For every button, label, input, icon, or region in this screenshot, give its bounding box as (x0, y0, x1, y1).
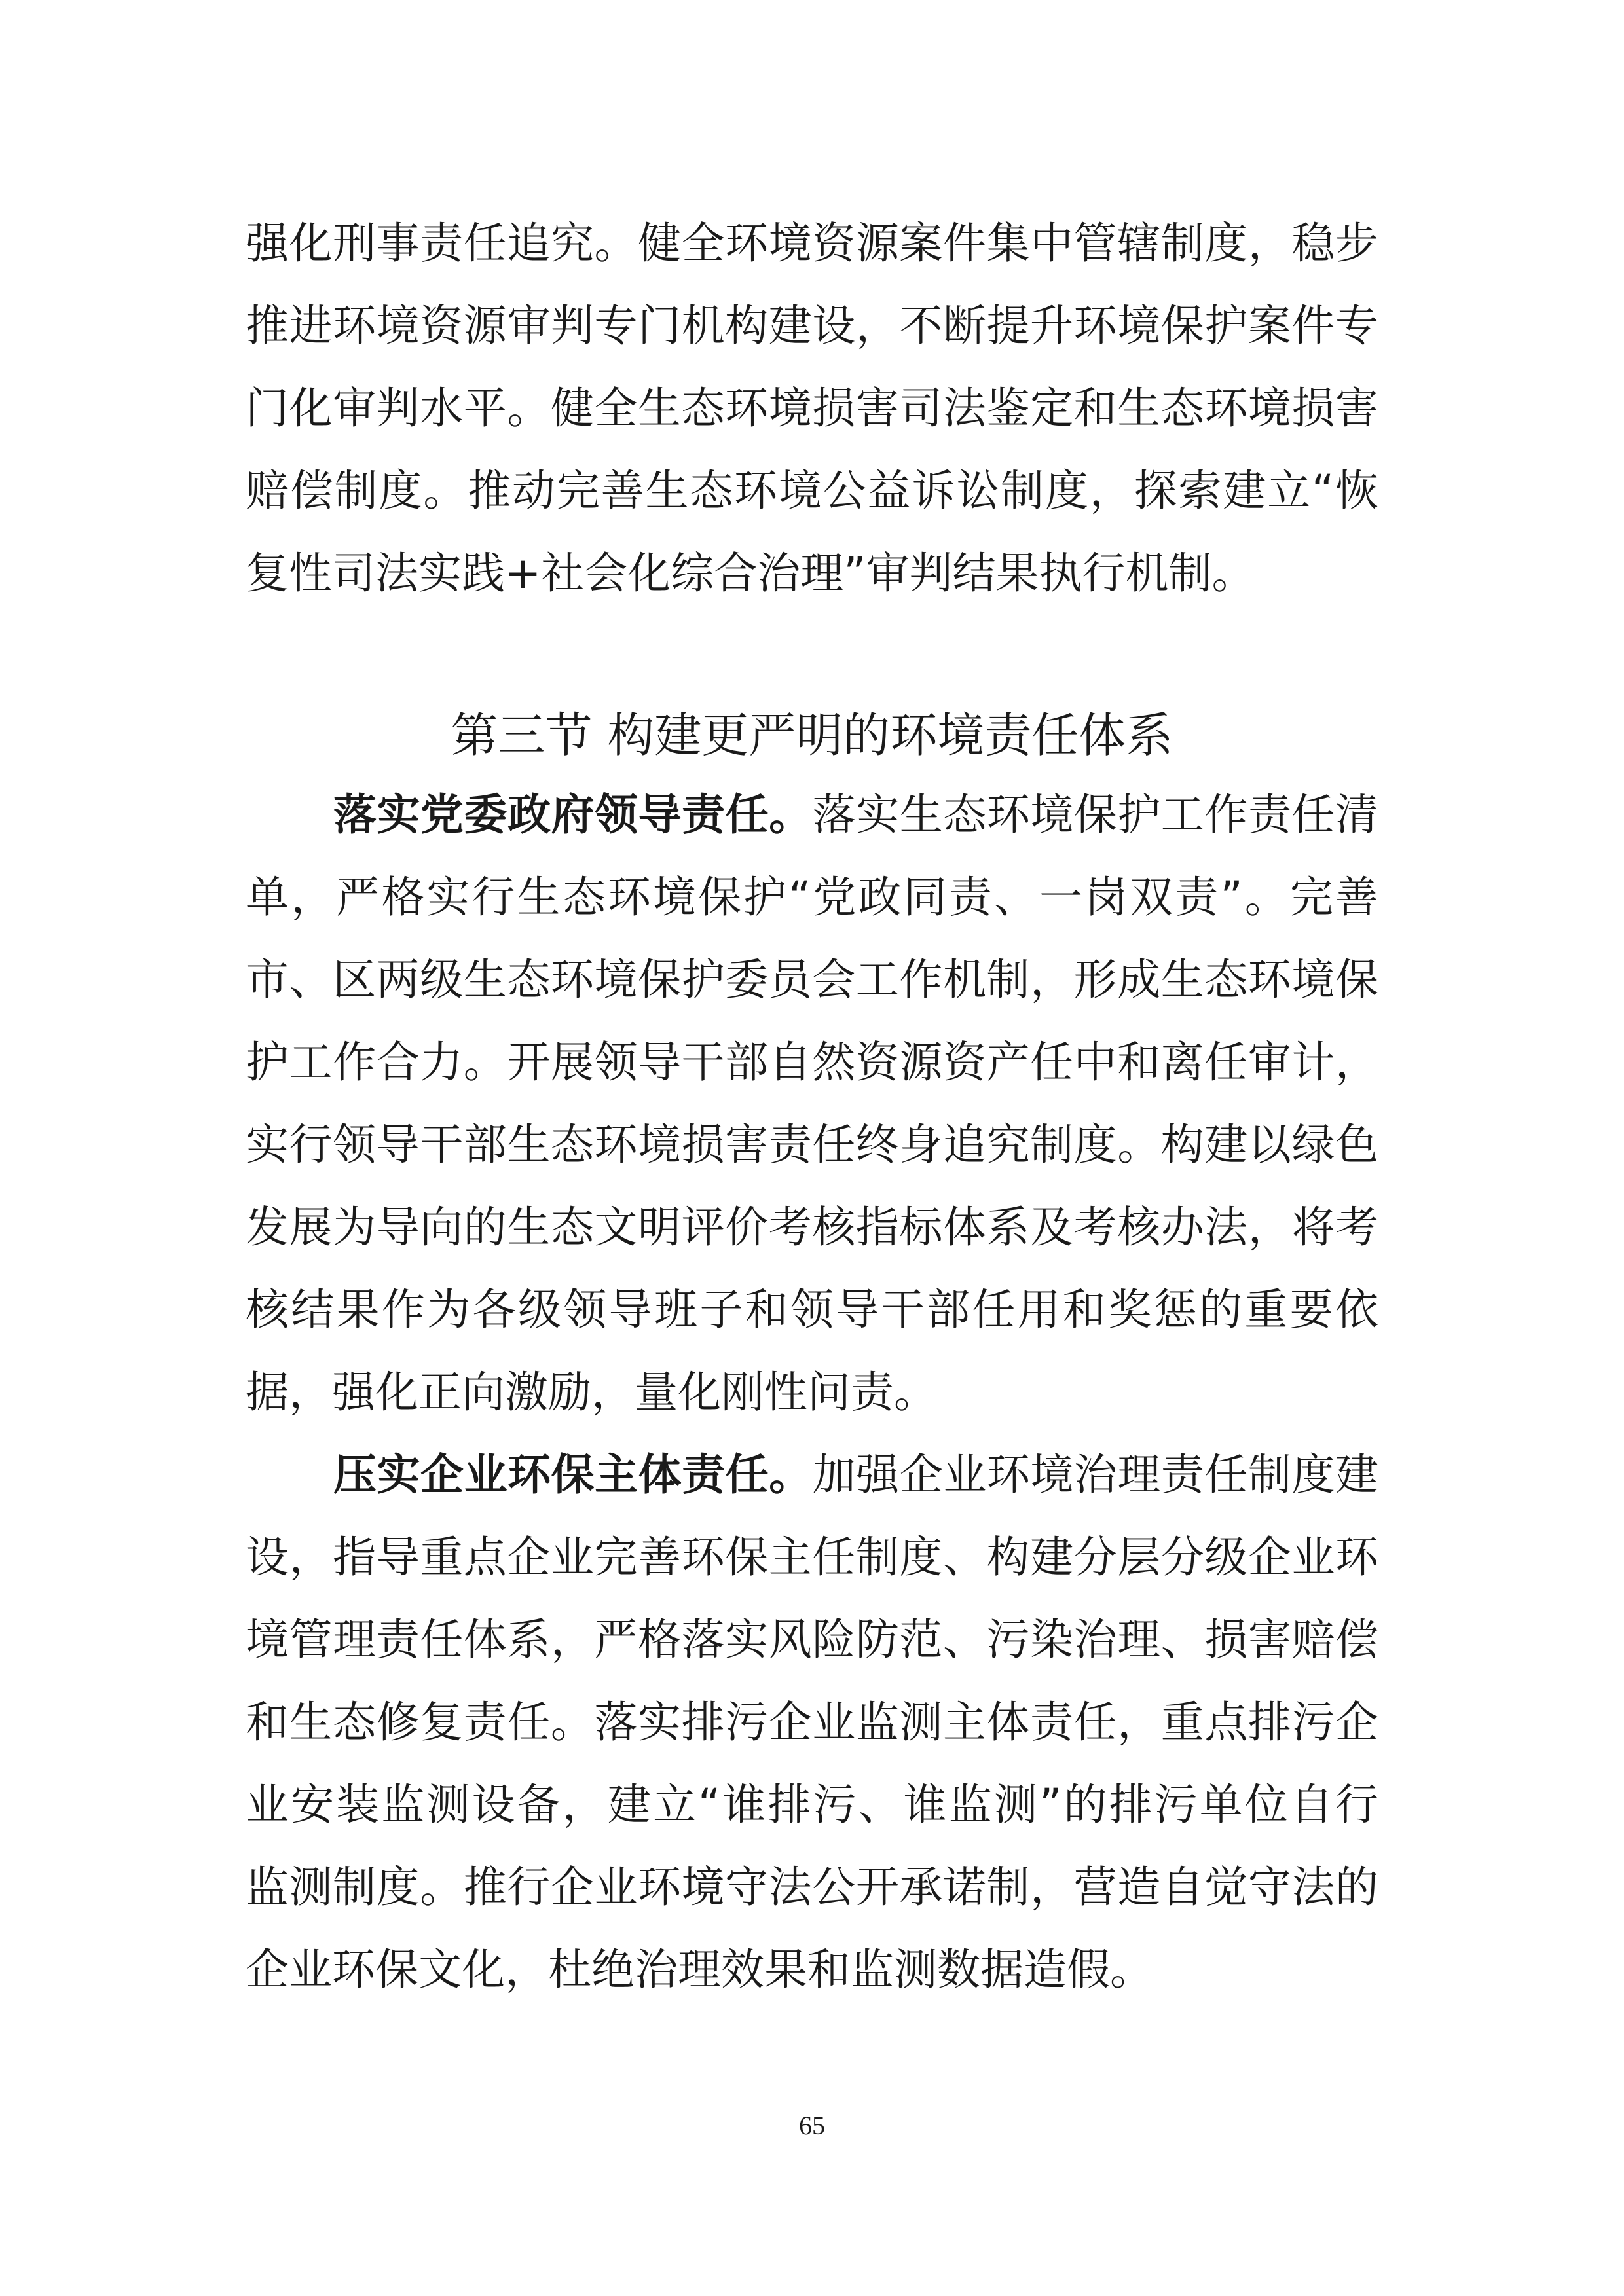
text-line: 强化刑事责任追究。健全环境资源案件集中管辖制度，稳步 (246, 218, 1378, 268)
text-line (333, 786, 1378, 845)
paragraph-lead: 落实党委政府领导责任。 (333, 790, 813, 840)
text-line: 赔偿制度。推动完善生态环境公益诉讼制度，探索建立“恢 (246, 465, 1378, 516)
section-heading: 第三节 构建更严明的环境责任体系 (451, 708, 1173, 763)
line-text: 加强企业环境治理责任制度建 (812, 1449, 1378, 1500)
text-line: 发展为导向的生态文明评价考核指标体系及考核办法，将考 (246, 1202, 1378, 1252)
text-line: 设，指导重点企业完善环保主任制度、构建分层分级企业环 (246, 1532, 1378, 1582)
text-line: 市、区两级生态环境保护委员会工作机制，形成生态环境保 (246, 955, 1378, 1005)
line-text: 落实生态环境保护工作责任清 (812, 790, 1378, 840)
text-line: 实行领导干部生态环境损害责任终身追究制度。构建以绿色 (246, 1120, 1378, 1170)
paragraph-lead: 压实企业环保主体责任。 (333, 1449, 813, 1500)
page-number: 65 (799, 2111, 825, 2140)
text-line: 和生态修复责任。落实排污企业监测主体责任，重点排污企 (246, 1697, 1378, 1747)
text-line: 企业环保文化，杜绝治理效果和监测数据造假。 (246, 1944, 1153, 1995)
text-line (333, 1446, 1378, 1504)
text-line: 门化审判水平。健全生态环境损害司法鉴定和生态环境损害 (246, 383, 1378, 433)
text-line: 境管理责任体系，严格落实风险防范、污染治理、损害赔偿 (246, 1614, 1378, 1665)
text-line: 单，严格实行生态环境保护“党政同责、一岗双责”。完善 (246, 872, 1378, 922)
text-line: 复性司法实践+社会化综合治理”审判结果执行机制。 (246, 548, 1255, 598)
text-line: 据，强化正向激励，量化刚性问责。 (246, 1367, 937, 1417)
text-line: 业安装监测设备，建立“谁排污、谁监测”的排污单位自行 (246, 1779, 1378, 1830)
text-line: 核结果作为各级领导班子和领导干部任用和奖惩的重要依 (246, 1285, 1378, 1335)
text-line: 监测制度。推行企业环境守法公开承诺制，营造自觉守法的 (246, 1862, 1378, 1912)
text-line: 推进环境资源审判专门机构建设，不断提升环境保护案件专 (246, 301, 1378, 351)
text-line: 护工作合力。开展领导干部自然资源资产任中和离任审计， (246, 1037, 1378, 1087)
